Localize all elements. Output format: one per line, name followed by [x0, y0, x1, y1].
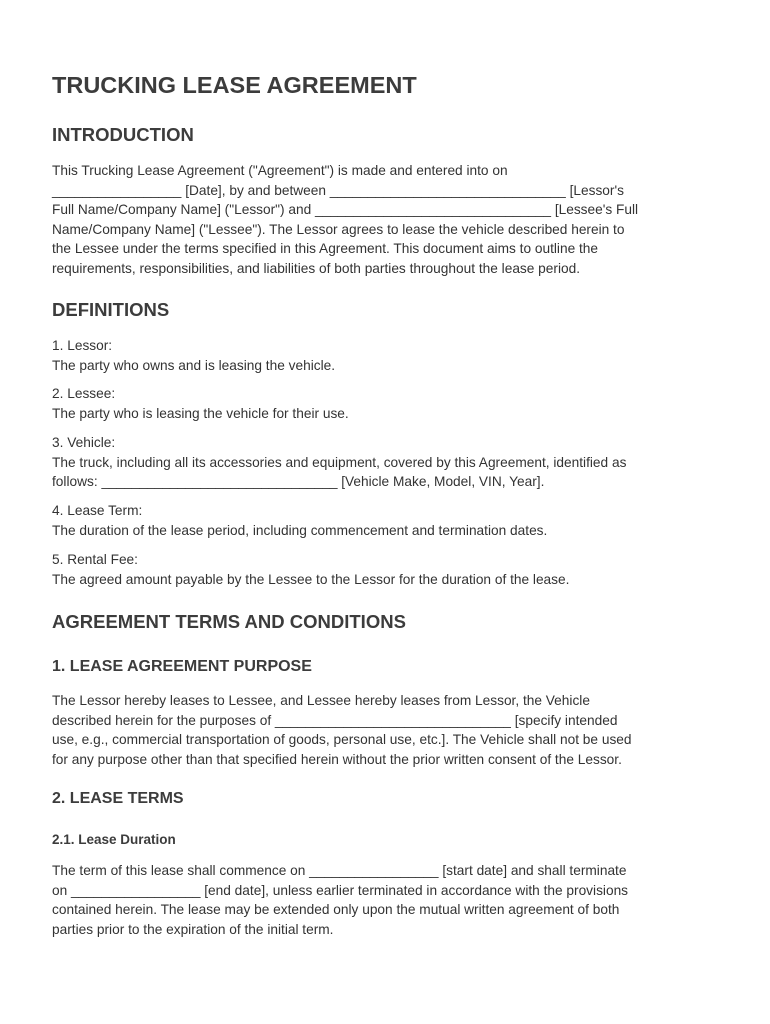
paragraph-line: the Lessee under the terms specified in this Agreement. This document aims to outline the: [52, 241, 599, 256]
purpose-paragraph: [52, 691, 722, 769]
definition-item-lessor: [52, 336, 722, 375]
purpose-heading: 1. LEASE AGREEMENT PURPOSE: [52, 658, 312, 675]
paragraph-line: use, e.g., commercial transportation of goods, personal use, etc.]. The Vehicle shall not be used: [52, 732, 632, 747]
paragraph-line: described herein for the purposes of _______________________________ [specify intended: [52, 712, 618, 728]
definition-text: The truck, including all its accessories and equipment, covered by this Agreement, identified as: [52, 454, 627, 470]
definition-term: 4. Lease Term:: [52, 503, 143, 518]
definition-text: The duration of the lease period, including commencement and termination dates.: [52, 522, 548, 538]
paragraph-line: _________________ [Date], by and between _______________________________ [Lessor's: [52, 182, 624, 198]
paragraph-line: for any purpose other than that specified herein without the prior written consent of the Lessor.: [52, 751, 622, 767]
paragraph-line: Full Name/Company Name] ("Lessor") and _______________________________ [Lessee's Full: [52, 202, 639, 217]
definition-text: follows: _______________________________ [Vehicle Make, Model, VIN, Year].: [52, 474, 545, 489]
definition-text: The agreed amount payable by the Lessee to the Lessor for the duration of the lease.: [52, 571, 570, 587]
paragraph-line: on _________________ [end date], unless earlier terminated in accordance with the provisions: [52, 882, 629, 898]
definition-text: The party who is leasing the vehicle for their use.: [52, 405, 349, 421]
definition-item-vehicle: [52, 433, 722, 492]
introduction-paragraph: [52, 161, 722, 278]
document-title: TRUCKING LEASE AGREEMENT: [52, 72, 417, 98]
definitions-heading: DEFINITIONS: [52, 299, 170, 320]
paragraph-line: requirements, responsibilities, and liabilities of both parties throughout the lease period.: [52, 260, 581, 276]
definition-term: 1. Lessor:: [52, 338, 113, 353]
lease-duration-heading: 2.1. Lease Duration: [52, 832, 176, 847]
terms-heading: AGREEMENT TERMS AND CONDITIONS: [52, 611, 406, 632]
lease-terms-heading: 2. LEASE TERMS: [52, 790, 184, 807]
definition-item-rental-fee: [52, 550, 722, 589]
paragraph-line: parties prior to the expiration of the initial term.: [52, 921, 334, 937]
paragraph-line: Name/Company Name] ("Lessee"). The Lessor agrees to lease the vehicle described herein to: [52, 221, 625, 237]
definition-item-lessee: [52, 384, 722, 423]
definition-term: 2. Lessee:: [52, 386, 116, 401]
paragraph-line: This Trucking Lease Agreement ("Agreement") is made and entered into on: [52, 163, 508, 178]
definition-item-lease-term: [52, 501, 722, 540]
definition-term: 3. Vehicle:: [52, 435, 116, 450]
introduction-heading: INTRODUCTION: [52, 124, 194, 145]
paragraph-line: The term of this lease shall commence on _________________ [start date] and shall terminate: [52, 863, 627, 878]
paragraph-line: contained herein. The lease may be extended only upon the mutual written agreement of both: [52, 902, 620, 917]
definition-text: The party who owns and is leasing the vehicle.: [52, 357, 336, 373]
definition-term: 5. Rental Fee:: [52, 552, 138, 567]
lease-duration-paragraph: [52, 861, 722, 939]
paragraph-line: The Lessor hereby leases to Lessee, and Lessee hereby leases from Lessor, the Vehicle: [52, 693, 590, 708]
